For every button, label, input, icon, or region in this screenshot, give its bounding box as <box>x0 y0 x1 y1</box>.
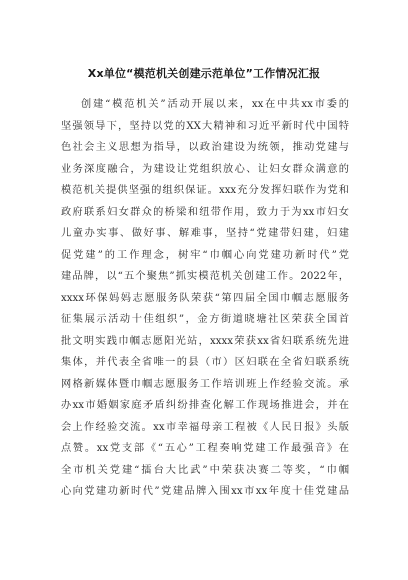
body-line: 会上作经验交流。xx市幸福母亲工程被《人民日报》头版 <box>61 421 349 433</box>
body-line: 点赞。xx党支部《“五心”工程奏响党建工作最强音》在 <box>61 443 349 454</box>
body-line: 全市机关党建“擂台大比武”中荣获决赛二等奖，“巾帼 <box>61 464 349 476</box>
body-line: 网格新媒体暨巾帼志愿服务工作培训班上作经验交流。承 <box>61 378 349 390</box>
body-line: 批文明实践巾帼志愿阳光站，xxxx荣获xx省妇联系统先进 <box>61 335 349 347</box>
body-line: 坚强领导下，坚持以党的XX大精神和习近平新时代中国特 <box>61 120 349 132</box>
body-line: 色社会主义思想为指导，以政治建设为统领，推动党建与 <box>61 142 349 153</box>
body-line: 集体，并代表全省唯一的县（市）区妇联在全省妇联系统 <box>61 357 349 368</box>
body-line: 政府联系妇女群众的桥梁和纽带作用，致力于为xx市妇女 <box>61 206 349 218</box>
body-line: 建品牌，以“五个聚焦”抓实模范机关创建工作。2022年， <box>61 271 349 282</box>
document-title: Xx单位“模范机关创建示范单位”工作情况汇报 <box>87 67 321 80</box>
body-line: 模范机关提供坚强的组织保证。xxx充分发挥妇联作为党和 <box>61 185 349 196</box>
body-line: 征集展示活动十佳组织”，金方街道晓塘社区荣获全国首 <box>61 314 349 325</box>
document-body <box>61 94 349 503</box>
body-line: 办xx市婚姻家庭矛盾纠纷排查化解工作现场推进会，并在 <box>61 400 349 411</box>
body-line: 促党建”的工作理念，树牢“巾帼心向党建功新时代”党 <box>61 249 349 261</box>
body-line: 儿童办实事、做好事、解难事，坚持“党建带妇建，妇建 <box>61 228 349 239</box>
body-line: 业务深度融合，为建设让党组织放心、让妇女群众满意的 <box>61 163 349 175</box>
body-line: 创建“模范机关”活动开展以来，xx在中共xx市委的 <box>81 99 349 110</box>
body-line: 心向党建功新时代”党建品牌入围xx市xx年度十佳党建品 <box>61 486 349 497</box>
body-line: xxxx环保妈妈志愿服务队荣获“第四届全国巾帼志愿服务 <box>61 292 349 304</box>
